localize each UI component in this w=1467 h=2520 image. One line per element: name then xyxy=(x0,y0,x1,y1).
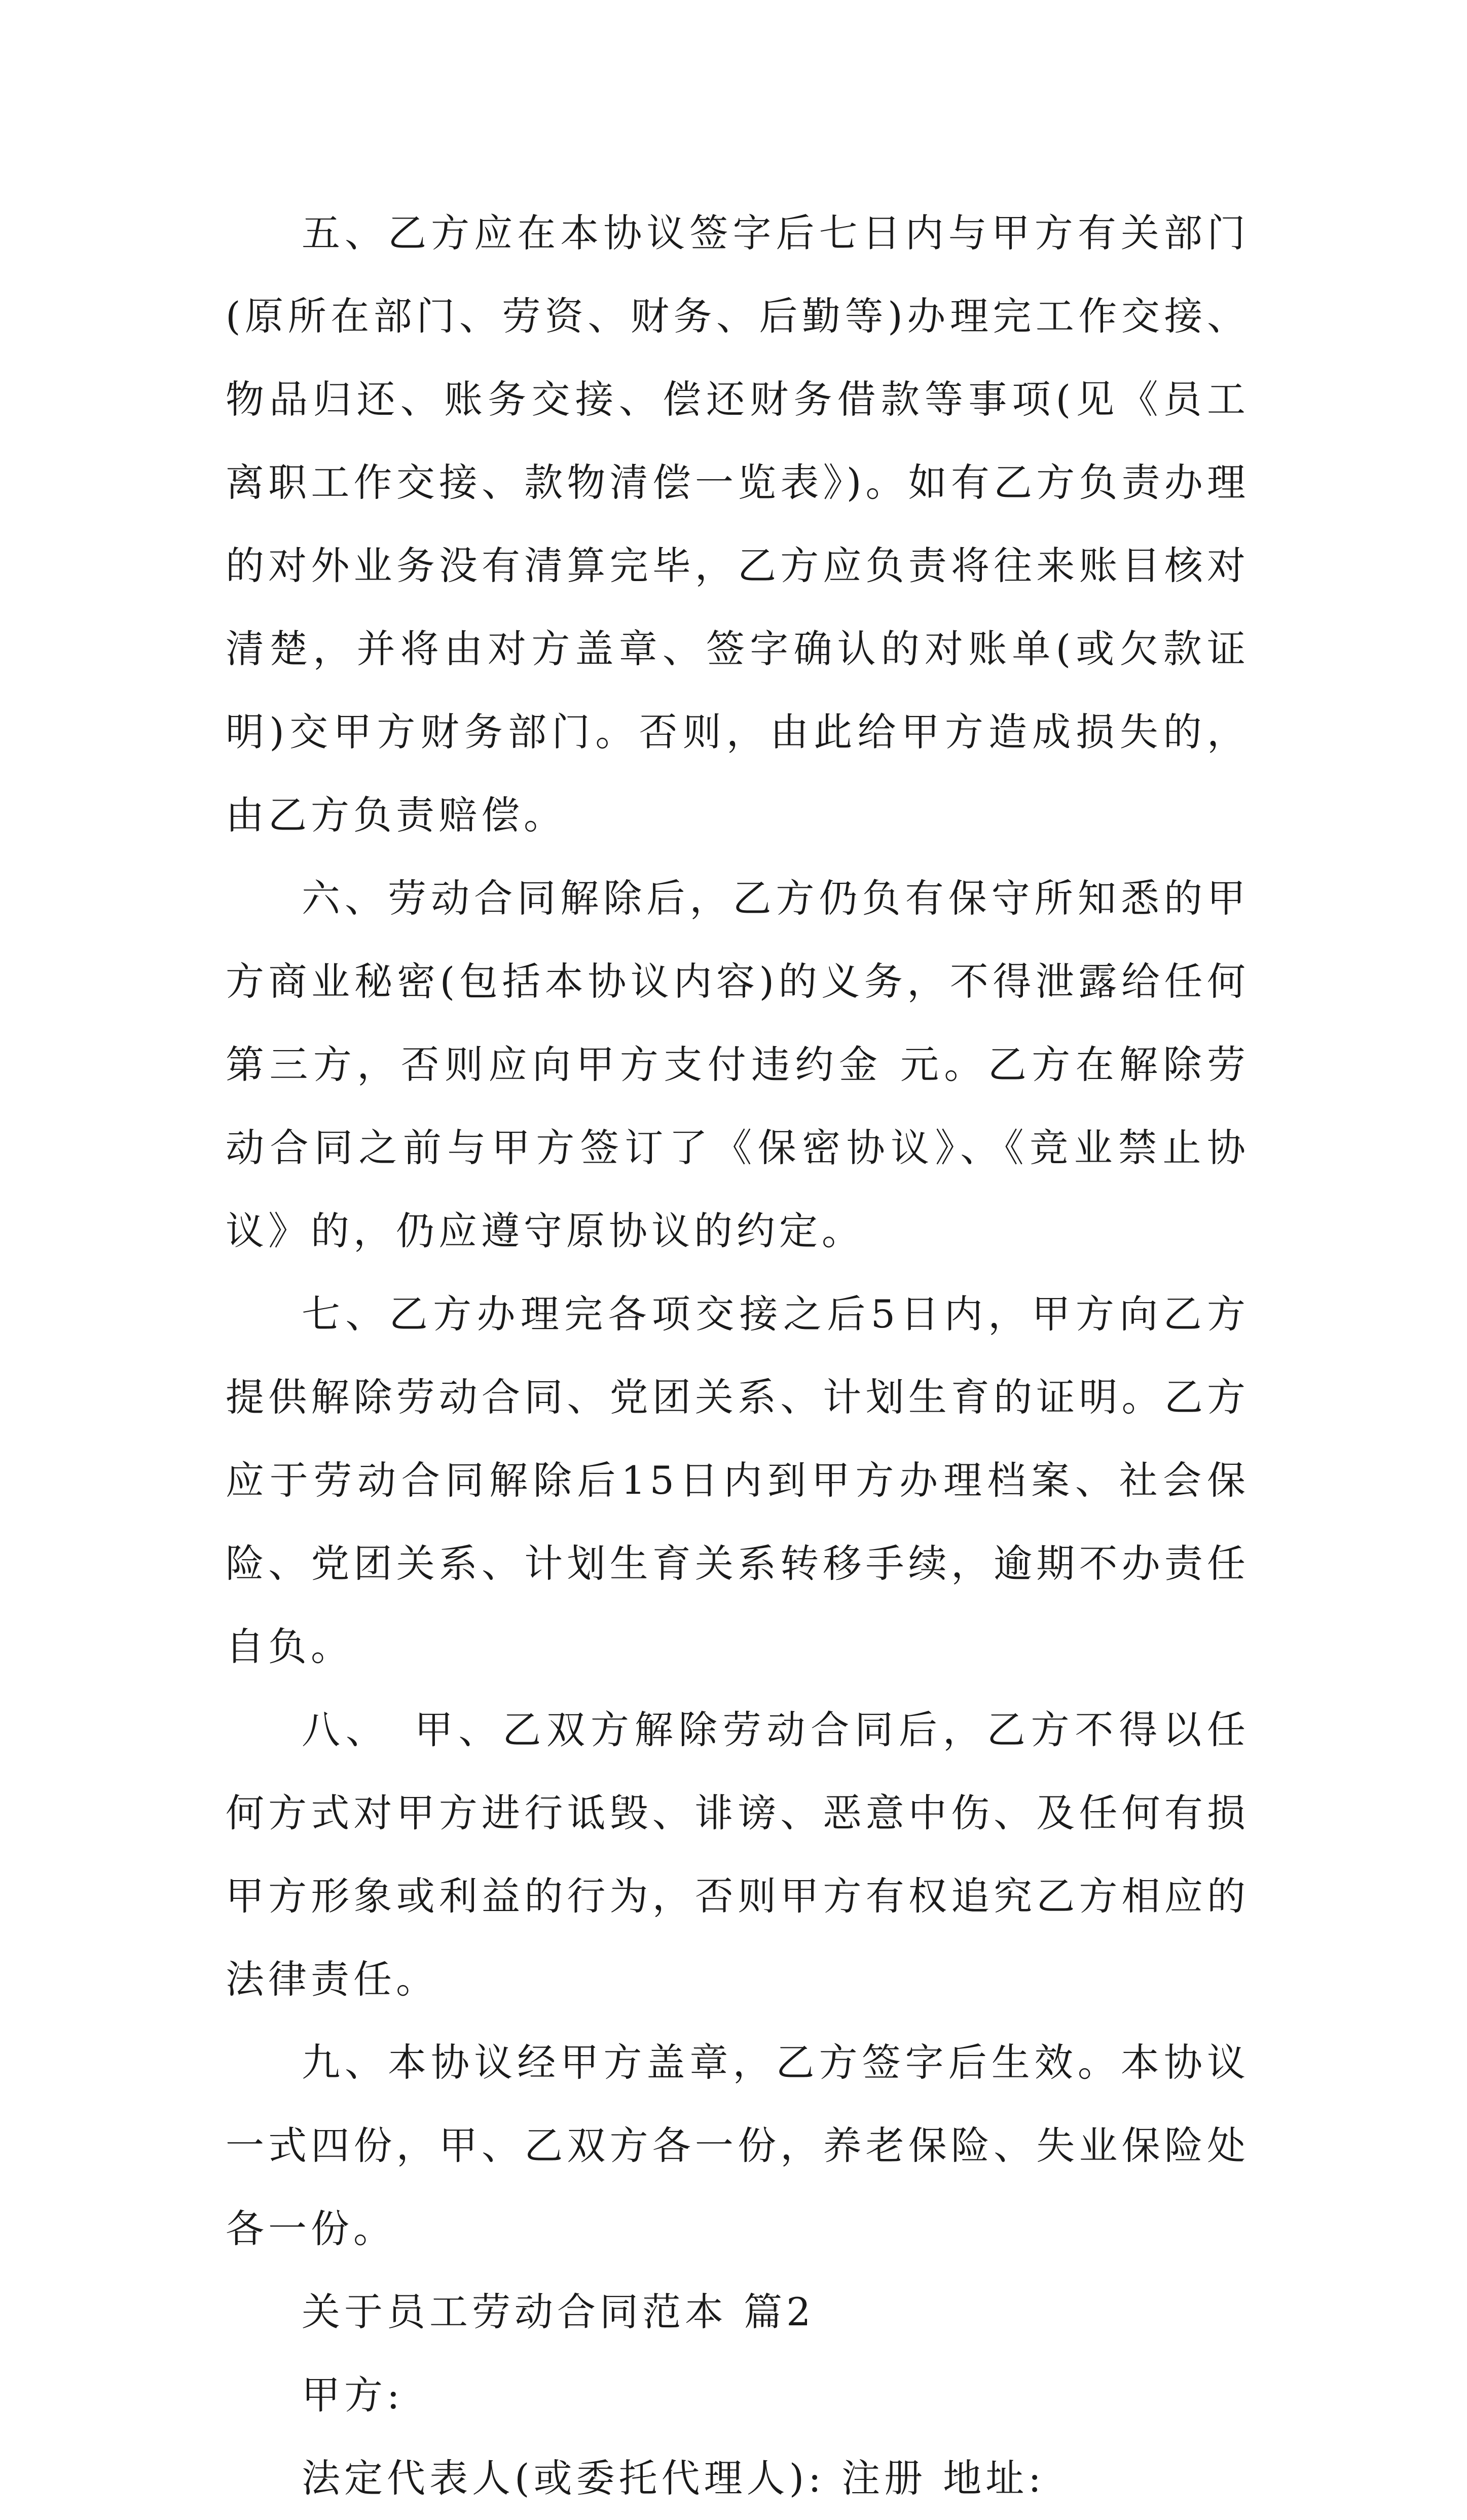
party-a-label: 甲方: xyxy=(302,2372,404,2418)
section-heading: 关于员工劳动合同范本 篇2 xyxy=(302,2289,815,2334)
legal-representative-line: 法定代表人(或委托代理人): 注册 地址: xyxy=(302,2456,1045,2501)
clause-7: 七、乙方办理完各项交接之后5日内，甲方向乙方提供解除劳动合同、党团关系、计划生育的证明。乙方应于劳动合同解除后15日内到甲方办理档案、社会保险、党团关系、计划生育关系转移手续，逾期不办责任自负。 xyxy=(226,1291,1250,1669)
clause-5: 五、乙方应在本协议签字后七日内与甲方有关部门(原所在部门、劳资、财务、后勤等)办理完工作交接、物品归还、账务交接、偿还财务借款等事项(见《员工离职工作交接、款物清偿一览表》)。如有乙方负责办理的对外业务没有清算完毕，乙方应负责将往来账目核对清楚，并将由对方盖章、签字确认的对账单(或欠款证明)交甲方财务部门。否则，由此给甲方造成损失的，由乙方负责赔偿。 xyxy=(226,210,1250,838)
document-body xyxy=(226,192,1250,2520)
clause-8: 八、 甲、乙双方解除劳动合同后，乙方不得以任何方式对甲方进行诋毁、诽谤、恶意中伤、及任何有损甲方形象或利益的行为，否则甲方有权追究乙方相应的法律责任。 xyxy=(226,1707,1250,2002)
clause-9: 九、本协议经甲方盖章，乙方签字后生效。本协议一式四份，甲、乙双方各一份，养老保险、失业保险处各一份。 xyxy=(226,2040,1250,2251)
clause-6: 六、劳动合同解除后，乙方仍负有保守所知悉的甲方商业秘密(包括本协议内容)的义务，不得泄露给任何第三方，否则应向甲方支付违约金 元。乙方在解除劳动合同之前与甲方签订了《保密协议》、《竞业禁止协议》的，仍应遵守原协议的约定。 xyxy=(226,876,1250,1253)
